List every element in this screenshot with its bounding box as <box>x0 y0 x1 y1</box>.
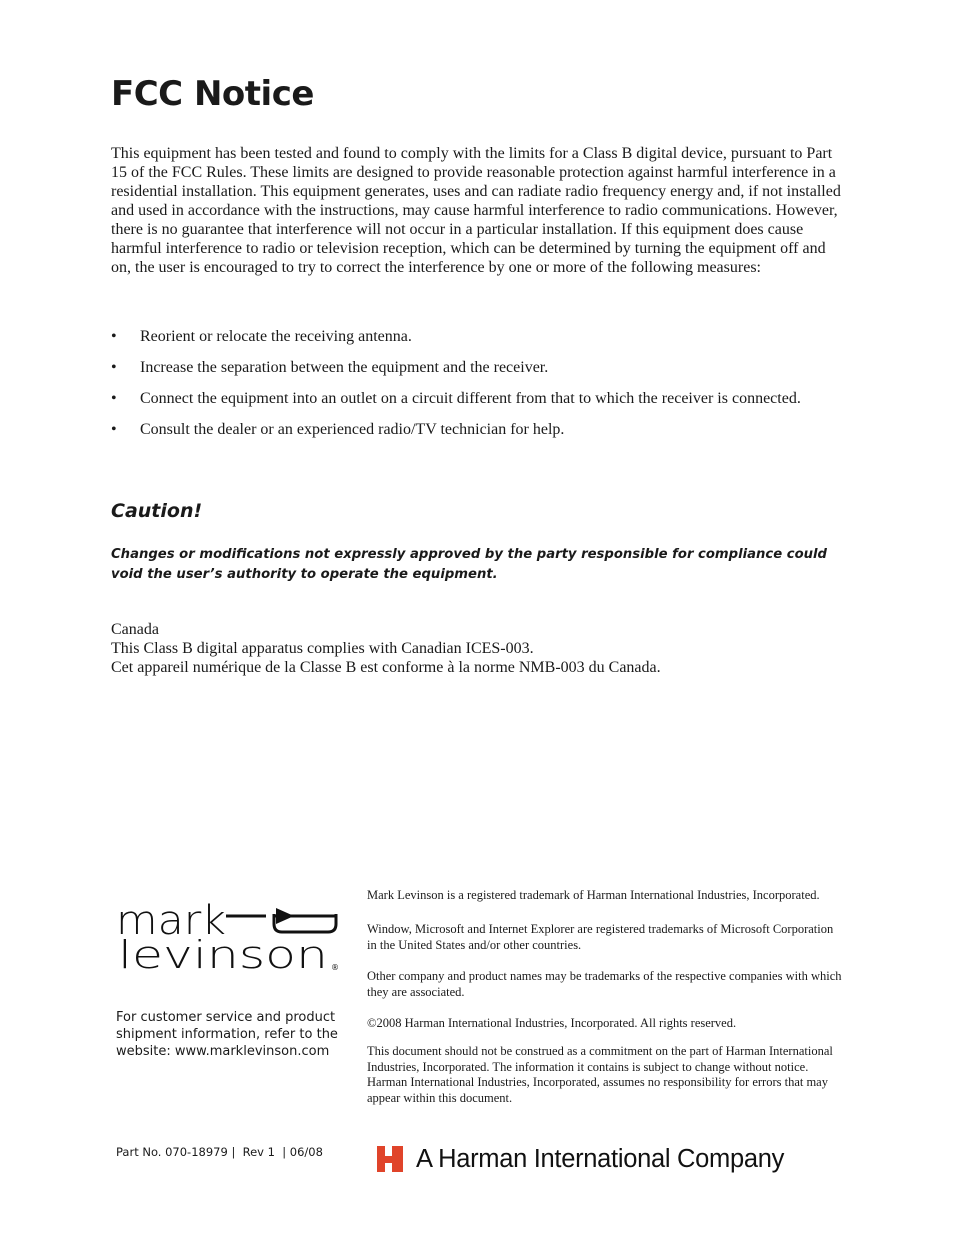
bullet-icon: • <box>111 390 117 407</box>
trademark-notice: Mark Levinson is a registered trademark of Harman International Industries, Incorporated. <box>367 888 820 902</box>
logo-play-icon <box>276 908 294 924</box>
copyright-notice: ©2008 Harman International Industries, Incorporated. All rights reserved. <box>367 1016 737 1030</box>
bullet-icon: • <box>111 421 117 438</box>
part-number: Part No. 070-18979 | Rev 1 | 06/08 <box>116 1145 323 1159</box>
canada-line-english: This Class B digital apparatus complies with Canadian ICES-003. <box>111 640 534 657</box>
microsoft-trademark-notice: Window, Microsoft and Internet Explorer are registered trademarks of Microsoft Corporation in the United States and/or other countries. <box>367 922 834 952</box>
list-item: • Connect the equipment into an outlet on a circuit different from that to which the receiver is connected. <box>111 390 801 407</box>
harman-branding <box>377 1143 784 1175</box>
caution-heading: Caution! <box>111 500 203 522</box>
bullet-icon: • <box>111 359 117 376</box>
canada-notice <box>111 620 846 677</box>
logo-text-mark: mark <box>116 898 226 944</box>
caution-text: Changes or modifications not expressly approved by the party responsible for compliance could void the user’s authority to operate the equipment. <box>111 547 828 582</box>
customer-service-text: For customer service and product shipment information, refer to the website: www.marklevinson.com <box>116 1010 338 1059</box>
bullet-icon: • <box>111 328 117 345</box>
harman-company-text: A Harman International Company <box>416 1144 785 1173</box>
intro-paragraph: This equipment has been tested and found to comply with the limits for a Class B digital device, pursuant to Part 15 of the FCC Rules. These limits are designed to provide reasonable protection against harmful interference in a residential installation. This equipment generates, uses and can radiate radio frequency energy and, if not installed and used in accordance with the instructions, may cause harmful interference to radio communications. However, there is no guarantee that interference will not occur in a particular installation. If this equipment does cause harmful interference to radio or television reception, which can be determined by turning the equipment off and on, the user is encouraged to try to correct the interference by one or more of the following measures: <box>111 145 841 276</box>
measures-list <box>111 327 846 451</box>
list-item: • Consult the dealer or an experienced radio/TV technician for help. <box>111 421 565 438</box>
harman-logo-icon <box>377 1146 403 1172</box>
page-title: FCC Notice <box>111 74 314 114</box>
mark-levinson-logo <box>116 896 346 976</box>
other-trademarks-notice: Other company and product names may be trademarks of the respective companies with which they are associated. <box>367 969 842 999</box>
disclaimer-notice: This document should not be construed as a commitment on the part of Harman International Industries, Incorporated. The information it contains is subject to change without notice. Harman International Industries, Incorporated, assumes no responsibility for errors that may appear within this document. <box>367 1044 833 1105</box>
registered-mark: ® <box>331 963 339 972</box>
canada-heading: Canada <box>111 621 159 638</box>
list-item: • Increase the separation between the equipment and the receiver. <box>111 359 549 376</box>
list-item: • Reorient or relocate the receiving antenna. <box>111 328 412 345</box>
logo-text-levinson: levinson <box>118 933 328 976</box>
canada-line-french: Cet appareil numérique de la Classe B est conforme à la norme NMB-003 du Canada. <box>111 659 661 676</box>
